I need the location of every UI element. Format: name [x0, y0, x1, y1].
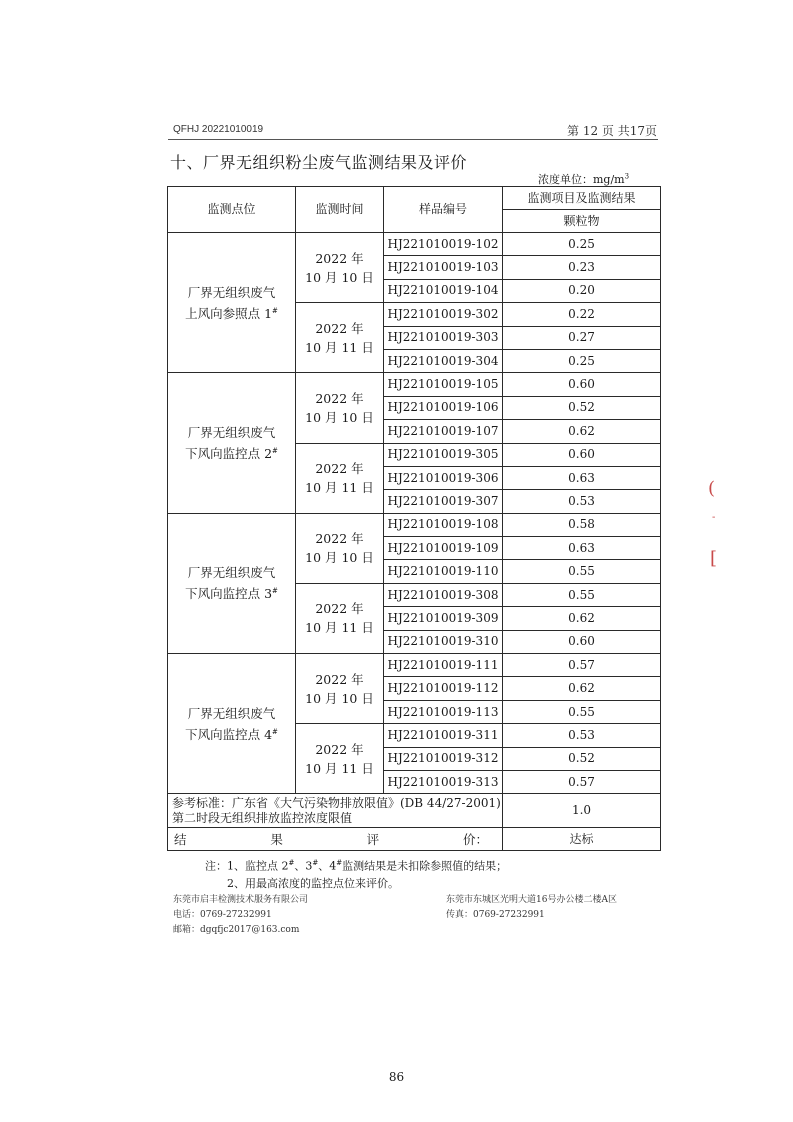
- sample-id-cell: HJ221010019-304: [384, 349, 503, 372]
- reference-row: [168, 794, 661, 828]
- result-value-cell: 0.57: [503, 770, 661, 793]
- point-line1: 厂界无组织废气: [187, 424, 276, 440]
- section-title: 十、厂界无组织粉尘废气监测结果及评价: [170, 153, 468, 172]
- header-point: 监测点位: [168, 187, 296, 233]
- result-value-cell: 0.63: [503, 537, 661, 560]
- sample-id-cell: HJ221010019-306: [384, 466, 503, 489]
- sample-id-cell: HJ221010019-105: [384, 373, 503, 396]
- header-result-group: 监测项目及监测结果: [503, 187, 661, 210]
- date-year: 2022 年: [315, 320, 364, 336]
- monitoring-date-cell: [296, 443, 384, 513]
- result-value-cell: 0.55: [503, 700, 661, 723]
- sample-id-cell: HJ221010019-308: [384, 583, 503, 606]
- evaluation-label-char: 果: [270, 831, 283, 847]
- point-line2: 下风向监控点 2#: [185, 446, 278, 462]
- company-address: 东莞市东城区光明大道16号办公楼二楼A区: [446, 895, 617, 905]
- company-phone: 电话：0769-27232991: [173, 910, 272, 920]
- reference-line2: 第二时段无组织排放监控浓度限值: [172, 810, 353, 825]
- unit-label: 浓度单位：$mg/m^3$: [538, 172, 630, 186]
- header-sample: 样品编号: [384, 187, 503, 233]
- point-line1: 厂界无组织废气: [187, 565, 276, 581]
- result-value-cell: 0.53: [503, 490, 661, 513]
- result-value-cell: 0.63: [503, 466, 661, 489]
- monitoring-point-cell: [168, 654, 296, 794]
- reference-line1: 参考标准：广东省《大气污染物排放限值》(DB 44/27-2001): [172, 795, 501, 810]
- date-day: 10 月 11 日: [305, 760, 374, 776]
- sample-id-cell: HJ221010019-112: [384, 677, 503, 700]
- monitoring-date-cell: [296, 654, 384, 724]
- monitoring-point-cell: [168, 233, 296, 373]
- monitoring-date-cell: [296, 303, 384, 373]
- header-item: 颗粒物: [503, 210, 661, 233]
- result-value-cell: 0.52: [503, 747, 661, 770]
- monitoring-point-cell: [168, 373, 296, 513]
- sample-id-cell: HJ221010019-108: [384, 513, 503, 536]
- date-year: 2022 年: [315, 390, 364, 406]
- evaluation-label-char: 评: [366, 831, 380, 847]
- result-value-cell: 0.62: [503, 420, 661, 443]
- result-value-cell: 0.20: [503, 279, 661, 302]
- sample-id-cell: HJ221010019-307: [384, 490, 503, 513]
- table-row: [168, 233, 661, 256]
- reference-standard-cell: [168, 794, 503, 828]
- point-line2: 上风向参照点 1#: [185, 305, 278, 321]
- sample-id-cell: HJ221010019-302: [384, 303, 503, 326]
- header-time: 监测时间: [296, 187, 384, 233]
- date-day: 10 月 11 日: [305, 339, 374, 355]
- sample-id-cell: HJ221010019-111: [384, 654, 503, 677]
- notes: [205, 855, 507, 892]
- monitoring-date-cell: [296, 373, 384, 443]
- date-year: 2022 年: [315, 461, 364, 477]
- date-day: 10 月 11 日: [305, 480, 374, 496]
- result-value-cell: 0.60: [503, 373, 661, 396]
- point-line2: 下风向监控点 4#: [185, 726, 278, 742]
- seal-fragment-mark: [: [710, 548, 718, 569]
- monitoring-date-cell: [296, 233, 384, 303]
- result-value-cell: 0.25: [503, 233, 661, 256]
- sample-id-cell: HJ221010019-109: [384, 537, 503, 560]
- monitoring-point-cell: [168, 513, 296, 653]
- sample-id-cell: HJ221010019-107: [384, 420, 503, 443]
- sample-id-cell: HJ221010019-110: [384, 560, 503, 583]
- result-value-cell: 0.57: [503, 654, 661, 677]
- point-line2: 下风向监控点 3#: [185, 586, 278, 602]
- result-value-cell: 0.52: [503, 396, 661, 419]
- table-row: [168, 654, 661, 677]
- result-value-cell: 0.60: [503, 443, 661, 466]
- result-value-cell: 0.62: [503, 607, 661, 630]
- evaluation-label-char: 结: [174, 831, 187, 847]
- sample-id-cell: HJ221010019-311: [384, 724, 503, 747]
- result-value-cell: 0.58: [503, 513, 661, 536]
- date-day: 10 月 10 日: [305, 550, 374, 566]
- date-year: 2022 年: [315, 601, 364, 617]
- seal-fragment-mark: (: [708, 478, 716, 499]
- date-day: 10 月 11 日: [305, 620, 374, 636]
- sample-id-cell: HJ221010019-313: [384, 770, 503, 793]
- monitoring-date-cell: [296, 583, 384, 653]
- sample-id-cell: HJ221010019-305: [384, 443, 503, 466]
- company-name: 东莞市启丰检测技术服务有限公司: [173, 895, 309, 905]
- company-email: 邮箱：dgqfjc2017@163.com: [173, 925, 300, 935]
- header-divider: [168, 139, 658, 140]
- date-day: 10 月 10 日: [305, 409, 374, 425]
- result-value-cell: 0.53: [503, 724, 661, 747]
- evaluation-label: [168, 832, 502, 847]
- document-code: QFHJ 20221010019: [173, 124, 264, 135]
- sample-id-cell: HJ221010019-113: [384, 700, 503, 723]
- results-table: [167, 186, 661, 851]
- date-year: 2022 年: [315, 741, 364, 757]
- sample-id-cell: HJ221010019-309: [384, 607, 503, 630]
- sample-id-cell: HJ221010019-102: [384, 233, 503, 256]
- sample-id-cell: HJ221010019-303: [384, 326, 503, 349]
- date-day: 10 月 10 日: [305, 269, 374, 285]
- company-fax: 传真：0769-27232991: [446, 910, 545, 920]
- monitoring-date-cell: [296, 724, 384, 794]
- footer-left: [173, 893, 308, 938]
- page-info: 第 12 页 共17页: [567, 124, 657, 138]
- seal-fragment-mark: -: [712, 512, 716, 523]
- evaluation-label-char: 价：: [462, 831, 488, 847]
- note-1: 注：1、监控点 2#、3#、4#监测结果是未扣除参照值的结果；: [205, 859, 508, 873]
- result-value-cell: 0.23: [503, 256, 661, 279]
- sample-id-cell: HJ221010019-310: [384, 630, 503, 653]
- date-year: 2022 年: [315, 250, 364, 266]
- sample-id-cell: HJ221010019-312: [384, 747, 503, 770]
- evaluation-label-cell: [168, 828, 503, 851]
- result-value-cell: 0.25: [503, 349, 661, 372]
- point-line1: 厂界无组织废气: [187, 284, 276, 300]
- date-year: 2022 年: [315, 671, 364, 687]
- sample-id-cell: HJ221010019-103: [384, 256, 503, 279]
- evaluation-row: [168, 828, 661, 851]
- date-year: 2022 年: [315, 531, 364, 547]
- reference-value-cell: 1.0: [503, 794, 661, 828]
- result-value-cell: 0.60: [503, 630, 661, 653]
- monitoring-date-cell: [296, 513, 384, 583]
- page-number: 86: [388, 1070, 405, 1084]
- footer-right: [446, 893, 617, 923]
- table-row: [168, 513, 661, 536]
- sample-id-cell: HJ221010019-106: [384, 396, 503, 419]
- sample-id-cell: HJ221010019-104: [384, 279, 503, 302]
- date-day: 10 月 10 日: [305, 690, 374, 706]
- table-row: [168, 373, 661, 396]
- note-2: 2、用最高浓度的监控点位来评价。: [227, 876, 399, 890]
- evaluation-result-cell: 达标: [503, 828, 661, 851]
- result-value-cell: 0.55: [503, 560, 661, 583]
- result-value-cell: 0.27: [503, 326, 661, 349]
- result-value-cell: 0.22: [503, 303, 661, 326]
- result-value-cell: 0.55: [503, 583, 661, 606]
- result-value-cell: 0.62: [503, 677, 661, 700]
- point-line1: 厂界无组织废气: [187, 705, 276, 721]
